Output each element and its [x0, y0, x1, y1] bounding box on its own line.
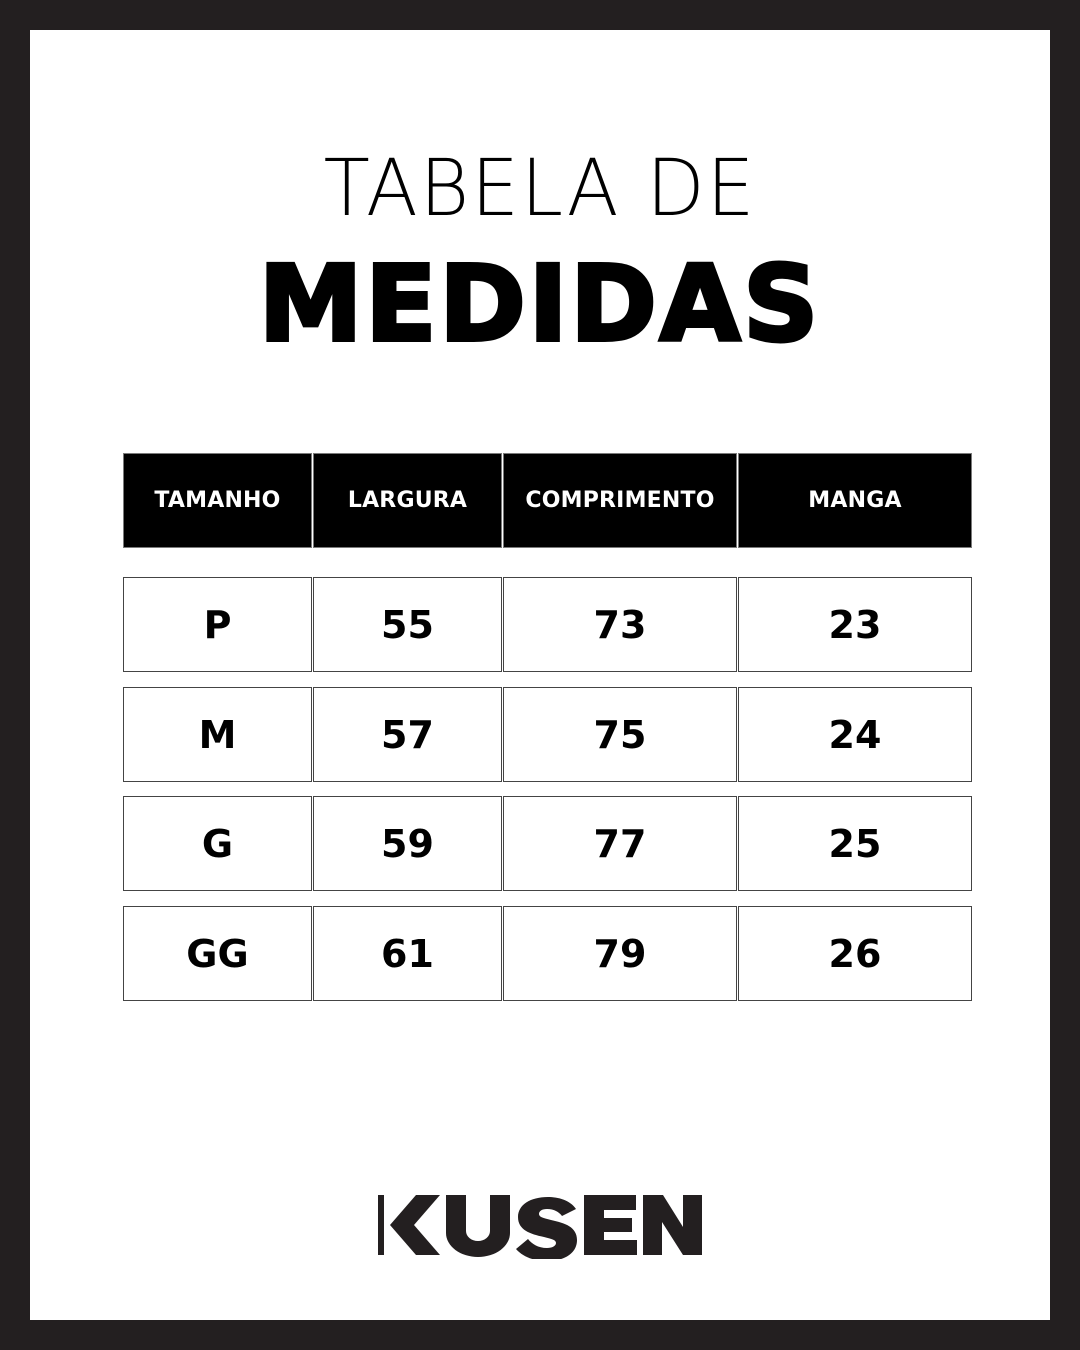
- size-cell: M: [123, 687, 312, 782]
- header-cell-comprimento: COMPRIMENTO: [503, 453, 737, 548]
- table-row: [123, 906, 972, 1001]
- kusen-logo: [378, 1193, 702, 1259]
- size-cell: P: [123, 577, 312, 672]
- size-cell: G: [123, 796, 312, 891]
- width-cell: 59: [313, 796, 502, 891]
- title-line-1: TABELA DE: [323, 144, 757, 234]
- header-cell-tamanho: TAMANHO: [123, 453, 312, 548]
- table-row: [123, 796, 972, 891]
- sleeve-cell: 26: [738, 906, 972, 1001]
- header-cell-largura: LARGURA: [313, 453, 502, 548]
- width-cell: 55: [313, 577, 502, 672]
- length-cell: 77: [503, 796, 737, 891]
- width-cell: 61: [313, 906, 502, 1001]
- length-cell: 73: [503, 577, 737, 672]
- header-cell-manga: MANGA: [738, 453, 972, 548]
- title-line-2: MEDIDAS: [258, 243, 822, 365]
- width-cell: 57: [313, 687, 502, 782]
- table-row: [123, 687, 972, 782]
- length-cell: 75: [503, 687, 737, 782]
- table-header-row: [123, 453, 972, 548]
- length-cell: 79: [503, 906, 737, 1001]
- size-chart-sheet: [30, 30, 1050, 1320]
- size-cell: GG: [123, 906, 312, 1001]
- sleeve-cell: 23: [738, 577, 972, 672]
- sleeve-cell: 24: [738, 687, 972, 782]
- sleeve-cell: 25: [738, 796, 972, 891]
- table-row: [123, 577, 972, 672]
